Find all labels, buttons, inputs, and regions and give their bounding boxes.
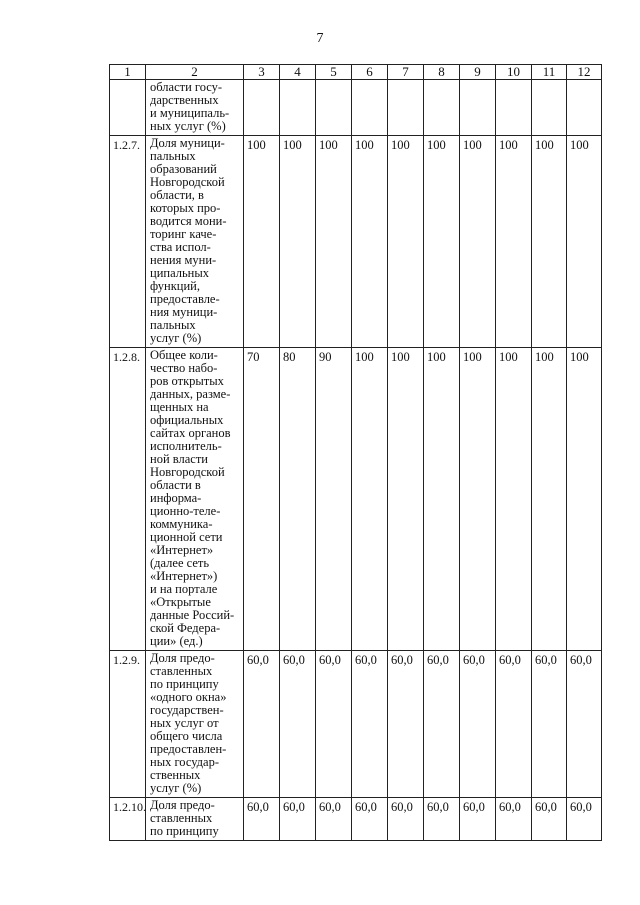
indicator-name-line: услуг (%) [150,331,202,345]
indicator-name-line: «одного окна» [150,690,227,704]
indicator-name-line: сайтах органов [150,426,231,440]
indicator-value [280,80,316,136]
indicator-value: 100 [460,136,496,348]
indicator-name-line: официальных [150,413,224,427]
indicator-value [532,80,567,136]
indicator-value: 100 [388,348,424,651]
indicator-name-line: ных услуг от [150,716,219,730]
indicator-value: 100 [280,136,316,348]
indicator-table [109,64,602,841]
indicator-value: 60,0 [316,798,352,841]
indicator-value: 60,0 [567,651,602,798]
indicator-value: 60,0 [460,651,496,798]
indicator-name-line: водится мони- [150,214,227,228]
row-number: 1.2.7. [110,136,146,348]
indicator-value: 60,0 [424,798,460,841]
page-number: 7 [316,31,324,46]
indicator-name-line: «Интернет») [150,569,218,583]
indicator-name-line: пальных [150,149,196,163]
indicator-value: 60,0 [388,651,424,798]
indicator-value: 60,0 [244,651,280,798]
column-header: 8 [424,65,460,80]
indicator-value: 60,0 [316,651,352,798]
indicator-value: 60,0 [352,651,388,798]
indicator-name-line: «Интернет» [150,543,214,557]
indicator-value: 100 [460,348,496,651]
indicator-value: 60,0 [424,651,460,798]
indicator-value [567,80,602,136]
indicator-name-line: Новгородской [150,175,225,189]
indicator-value: 60,0 [352,798,388,841]
indicator-name-line: ской Федера- [150,621,221,635]
indicator-value: 100 [244,136,280,348]
indicator-name [146,80,244,136]
indicator-name-line: Общее коли- [150,348,218,362]
indicator-name-line: услуг (%) [150,781,202,795]
indicator-value: 100 [352,348,388,651]
indicator-value: 60,0 [567,798,602,841]
indicator-name-line: щенных на [150,400,209,414]
indicator-name [146,798,244,841]
indicator-name-line: торинг каче- [150,227,217,241]
column-header: 3 [244,65,280,80]
indicator-value [388,80,424,136]
indicator-value: 60,0 [532,798,567,841]
indicator-name-line: пальных [150,318,196,332]
indicator-name-line: данных, разме- [150,387,231,401]
indicator-value: 100 [532,348,567,651]
indicator-name-line: функций, [150,279,200,293]
indicator-name-line: Доля муници- [150,136,225,150]
indicator-value: 70 [244,348,280,651]
indicator-name-line: (далее сеть [150,556,210,570]
row-number: 1.2.9. [110,651,146,798]
indicator-value: 100 [352,136,388,348]
indicator-name-line: по принципу [150,677,219,691]
column-header: 9 [460,65,496,80]
indicator-value: 100 [316,136,352,348]
indicator-name-line: по принципу [150,824,219,838]
indicator-name-line: нения муни- [150,253,217,267]
table-row [110,651,602,798]
indicator-name-line: ственных [150,768,201,782]
indicator-name-line: ров открытых [150,374,224,388]
indicator-name-line: Новгородской [150,465,225,479]
indicator-value: 100 [567,136,602,348]
indicator-value: 100 [388,136,424,348]
indicator-value [496,80,532,136]
indicator-value: 100 [424,136,460,348]
indicator-value: 80 [280,348,316,651]
indicator-name-line: государствен- [150,703,224,717]
indicator-name-line: ставленных [150,811,213,825]
row-number: 1.2.8. [110,348,146,651]
indicator-value [352,80,388,136]
indicator-name-line: Доля предо- [150,651,215,665]
column-header: 12 [567,65,602,80]
indicator-name-line: области в [150,478,201,492]
indicator-name-line: предоставлен- [150,742,227,756]
indicator-name-line: которых про- [150,201,221,215]
column-header: 6 [352,65,388,80]
indicator-value: 100 [424,348,460,651]
indicator-name [146,651,244,798]
table-row [110,348,602,651]
indicator-name-line: ных государ- [150,755,220,769]
indicator-name-line: чество набо- [150,361,218,375]
column-header: 7 [388,65,424,80]
indicator-name-line: Доля предо- [150,798,215,812]
indicator-value: 60,0 [280,651,316,798]
column-header: 5 [316,65,352,80]
indicator-value [244,80,280,136]
indicator-name-line: ния муници- [150,305,218,319]
indicator-value: 60,0 [496,651,532,798]
header-row [110,65,602,80]
column-header: 2 [146,65,244,80]
indicator-name-line: ставленных [150,664,213,678]
indicator-value: 100 [496,136,532,348]
indicator-name-line: коммуника- [150,517,213,531]
indicator-value: 60,0 [280,798,316,841]
indicator-value [424,80,460,136]
table-row [110,136,602,348]
column-header: 4 [280,65,316,80]
row-number: 1.2.10. [110,798,146,841]
table-row [110,798,602,841]
indicator-name-line: образований [150,162,217,176]
indicator-value: 60,0 [388,798,424,841]
indicator-name-line: и на портале [150,582,218,596]
row-number [110,80,146,136]
indicator-value: 60,0 [244,798,280,841]
column-header: 11 [532,65,567,80]
indicator-name-line: ных услуг (%) [150,119,226,133]
indicator-value: 60,0 [460,798,496,841]
indicator-name-line: дарственных [150,93,219,107]
indicator-name-line: ства испол- [150,240,211,254]
column-header: 1 [110,65,146,80]
indicator-name-line: предоставле- [150,292,220,306]
indicator-name-line: и муниципаль- [150,106,230,120]
column-header: 10 [496,65,532,80]
indicator-name-line: ной власти [150,452,208,466]
indicator-value [316,80,352,136]
indicator-value: 100 [496,348,532,651]
indicator-name [146,348,244,651]
indicator-value: 100 [532,136,567,348]
indicator-name-line: ципальных [150,266,210,280]
indicator-name-line: области, в [150,188,204,202]
indicator-value: 60,0 [496,798,532,841]
indicator-name-line: информа- [150,491,202,505]
indicator-name-line: данные Россий- [150,608,235,622]
indicator-name-line: общего числа [150,729,223,743]
indicator-name-line: «Открытые [150,595,211,609]
indicator-value: 100 [567,348,602,651]
indicator-value: 90 [316,348,352,651]
table-row [110,80,602,136]
indicator-name-line: ционной сети [150,530,223,544]
indicator-name-line: области госу- [150,80,223,94]
indicator-value [460,80,496,136]
indicator-name-line: ционно-теле- [150,504,221,518]
indicator-name-line: исполнитель- [150,439,222,453]
indicator-name-line: ции» (ед.) [150,634,203,648]
indicator-name [146,136,244,348]
indicator-value: 60,0 [532,651,567,798]
